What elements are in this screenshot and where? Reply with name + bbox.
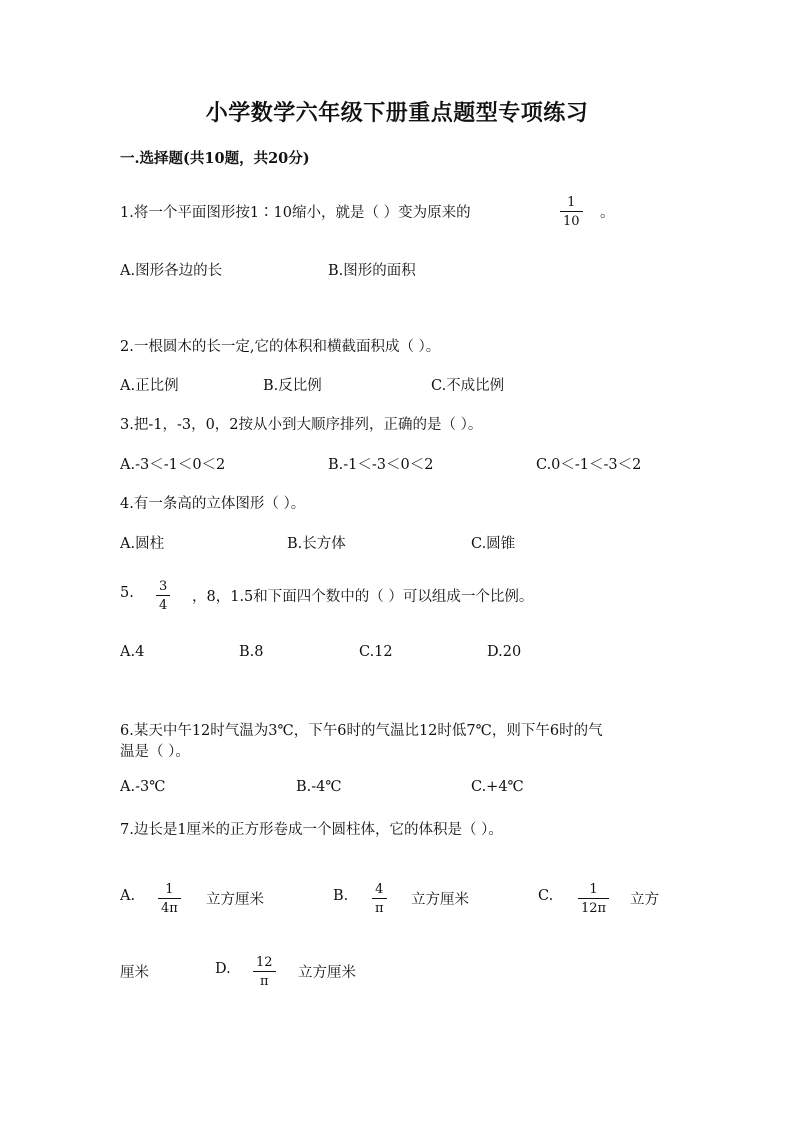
- question-3-text: 3.把-1，-3，0，2按从小到大顺序排列，正确的是（ ）。: [120, 417, 483, 433]
- question-1-fraction: [560, 196, 583, 228]
- question-3-option-a[interactable]: A.-3＜-1＜0＜2: [120, 457, 226, 473]
- question-6-option-a[interactable]: A.-3℃: [120, 779, 166, 795]
- question-1-end: 。: [600, 205, 615, 221]
- question-2-option-c[interactable]: C.不成比例: [431, 378, 505, 394]
- question-7-option-c-label[interactable]: C.: [538, 888, 554, 904]
- question-2-option-a[interactable]: A.正比例: [120, 378, 179, 394]
- question-5-fraction: [156, 580, 170, 612]
- question-6-option-b[interactable]: B.-4℃: [296, 779, 342, 795]
- page-title: 小学数学六年级下册重点题型专项练习: [205, 100, 589, 126]
- question-5-text: ，8，1.5和下面四个数中的（ ）可以组成一个比例。: [192, 589, 534, 605]
- fraction-numerator: 12: [256, 955, 273, 970]
- question-7-option-d-label[interactable]: D.: [215, 961, 231, 977]
- question-7-option-c-unit-part1: 立方: [630, 892, 659, 908]
- question-7-option-c-unit-part2: 厘米: [120, 965, 149, 981]
- question-5-option-d[interactable]: D.20: [487, 644, 522, 660]
- question-2-text: 2.一根圆木的长一定,它的体积和横截面积成（ ）。: [120, 339, 441, 355]
- question-5-option-b[interactable]: B.8: [239, 644, 264, 660]
- question-6-option-c[interactable]: C.+4℃: [471, 779, 524, 795]
- question-1-text: 1.将一个平面图形按1∶10缩小，就是（ ）变为原来的: [120, 205, 471, 221]
- question-3-option-b[interactable]: B.-1＜-3＜0＜2: [328, 457, 434, 473]
- fraction-denominator: 10: [563, 214, 580, 229]
- question-7-option-a-fraction: [158, 883, 181, 915]
- question-7-option-d-unit: 立方厘米: [298, 965, 356, 981]
- question-5-option-c[interactable]: C.12: [359, 644, 393, 660]
- question-4-text: 4.有一条高的立体图形（ ）。: [120, 496, 306, 512]
- fraction-numerator: 1: [567, 195, 576, 210]
- question-4-option-a[interactable]: A.圆柱: [120, 536, 165, 552]
- question-1-option-a[interactable]: A.图形各边的长: [120, 263, 223, 279]
- fraction-numerator: 1: [165, 882, 174, 897]
- question-3-option-c[interactable]: C.0＜-1＜-3＜2: [536, 457, 642, 473]
- question-7-option-d-fraction: [253, 956, 276, 988]
- fraction-numerator: 4: [375, 882, 384, 897]
- question-7-option-b-unit: 立方厘米: [411, 892, 469, 908]
- question-7-text: 7.边长是1厘米的正方形卷成一个圆柱体，它的体积是（ ）。: [120, 822, 503, 838]
- question-4-option-b[interactable]: B.长方体: [287, 536, 346, 552]
- question-7-option-c-fraction: [578, 883, 609, 915]
- question-6-text-line2: 温是（ ）。: [120, 744, 190, 760]
- question-4-option-c[interactable]: C.圆锥: [471, 536, 516, 552]
- question-2-option-b[interactable]: B.反比例: [263, 378, 322, 394]
- fraction-numerator: 3: [159, 579, 168, 594]
- question-7-option-a-label[interactable]: A.: [120, 888, 136, 904]
- fraction-denominator: 4π: [161, 901, 178, 916]
- question-6-text-line1: 6.某天中午12时气温为3℃，下午6时的气温比12时低7℃，则下午6时的气: [120, 723, 603, 739]
- question-5-prefix: 5.: [120, 585, 134, 601]
- question-7-option-b-fraction: [372, 883, 387, 915]
- fraction-denominator: 12π: [581, 901, 607, 916]
- fraction-denominator: π: [375, 901, 384, 916]
- question-5-option-a[interactable]: A.4: [120, 644, 145, 660]
- fraction-denominator: π: [260, 974, 269, 989]
- question-7-option-b-label[interactable]: B.: [333, 888, 349, 904]
- question-7-option-a-unit: 立方厘米: [206, 892, 264, 908]
- fraction-denominator: 4: [159, 598, 168, 613]
- question-1-option-b[interactable]: B.图形的面积: [328, 263, 416, 279]
- section-heading: 一.选择题(共10题，共20分): [120, 150, 310, 167]
- fraction-numerator: 1: [589, 882, 598, 897]
